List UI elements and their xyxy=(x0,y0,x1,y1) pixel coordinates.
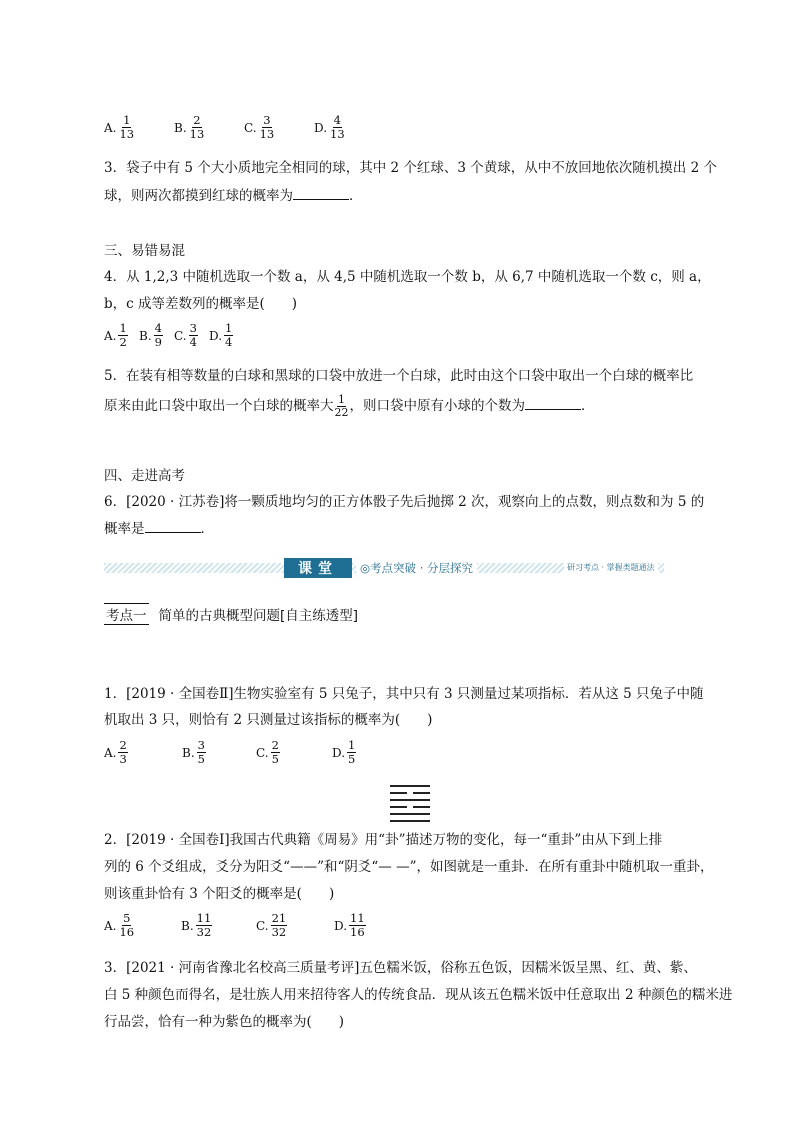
kaodian-heading xyxy=(104,603,358,625)
fraction xyxy=(196,912,213,939)
choice-label: C. xyxy=(256,745,269,760)
yao-line xyxy=(390,806,430,808)
choice-label: D. xyxy=(334,918,348,933)
choice-a xyxy=(104,322,139,349)
numerator: 2 xyxy=(119,738,127,752)
q4-choices xyxy=(104,322,244,349)
fraction xyxy=(259,114,276,141)
q3-line2 xyxy=(104,186,363,206)
answer-blank xyxy=(525,396,581,410)
choice-label: B. xyxy=(182,745,195,760)
denominator: 5 xyxy=(348,752,356,766)
banner-stripe-left xyxy=(104,563,284,573)
numerator: 1 xyxy=(123,113,131,127)
fraction xyxy=(189,322,198,349)
numerator: 3 xyxy=(197,738,205,752)
numerator: 1 xyxy=(225,321,233,335)
numerator: 1 xyxy=(348,738,356,752)
numerator: 4 xyxy=(154,321,162,335)
choice-a xyxy=(104,912,181,939)
denominator: 2 xyxy=(119,335,127,349)
numerator: 2 xyxy=(193,113,201,127)
numerator: 11 xyxy=(350,911,365,925)
choice-c xyxy=(174,322,209,349)
denominator: 13 xyxy=(259,127,275,141)
choice-label: A. xyxy=(104,328,117,343)
choice-d xyxy=(314,114,384,141)
banner-right-text: 研习考点 · 掌握类题通法 xyxy=(564,562,658,573)
choice-b xyxy=(139,322,174,349)
fraction xyxy=(347,739,356,766)
choice-b xyxy=(174,114,244,141)
fraction xyxy=(189,114,206,141)
q5-text-b: ，则口袋中原有小球的个数为 xyxy=(349,398,525,414)
numerator: 4 xyxy=(333,113,341,127)
q3-text: 球，则两次都摸到红球的概率为 xyxy=(104,188,293,204)
yao-line xyxy=(390,792,430,794)
fraction xyxy=(118,322,127,349)
fraction xyxy=(335,394,349,419)
p2-line1: 2．[2019 · 全国卷Ⅰ]我国古代典籍《周易》用“卦”描述万物的变化，每一“重卦”由从下到上排 xyxy=(104,832,663,848)
denominator: 4 xyxy=(189,335,197,349)
q6-line2 xyxy=(104,519,214,539)
choice-label: A. xyxy=(104,745,117,760)
banner-title: 课堂 xyxy=(284,558,352,578)
section-banner xyxy=(104,558,664,580)
q5-line1: 5．在装有相等数量的白球和黑球的口袋中放进一个白球，此时由这个口袋中取出一个白球的概率比 xyxy=(104,368,694,384)
section-heading-4: 四、走进高考 xyxy=(104,468,185,484)
p1-line2: 机取出 3 只，则恰有 2 只测量过该指标的概率为( ) xyxy=(104,712,433,728)
q2-choices xyxy=(104,114,384,141)
fraction xyxy=(329,114,346,141)
q4-line1: 4．从 1,2,3 中随机选取一个数 a，从 4,5 中随机选取一个数 b，从 6,7 中随机选取一个数 c，则 a， xyxy=(104,269,711,285)
choice-label: A. xyxy=(104,918,117,933)
denominator: 16 xyxy=(119,925,135,939)
choice-a xyxy=(104,114,174,141)
denominator: 32 xyxy=(271,925,287,939)
p1-choices xyxy=(104,739,402,766)
choice-label: C. xyxy=(244,120,257,135)
q3-end: ． xyxy=(349,188,363,204)
fraction xyxy=(271,912,288,939)
p2-choices xyxy=(104,912,404,939)
choice-label: D. xyxy=(314,120,328,135)
denominator: 13 xyxy=(119,127,135,141)
numerator: 3 xyxy=(189,321,197,335)
denominator: 32 xyxy=(196,925,212,939)
numerator: 11 xyxy=(196,911,212,925)
q6-text: 概率是 xyxy=(104,521,145,537)
choice-c xyxy=(244,114,314,141)
choice-label: B. xyxy=(181,918,194,933)
choice-c xyxy=(256,739,332,766)
kaodian-title: 简单的古典概型问题[自主练透型] xyxy=(158,608,359,624)
q6-end: ． xyxy=(200,521,214,537)
fraction xyxy=(197,739,206,766)
choice-d xyxy=(334,912,404,939)
choice-label: B. xyxy=(174,120,187,135)
p3-line1: 3．[2021 · 河南省豫北名校高三质量考评]五色糯米饭，俗称五色饭，因糯米饭呈黑、红、黄、紫、 xyxy=(104,960,697,976)
yao-line xyxy=(390,799,430,801)
fraction xyxy=(224,322,233,349)
fraction xyxy=(154,322,163,349)
fraction xyxy=(349,912,366,939)
hexagram-figure xyxy=(390,783,430,823)
q4-line2: b，c 成等差数列的概率是( ) xyxy=(104,296,298,312)
q6-line1: 6．[2020 · 江苏卷]将一颗质地均匀的正方体骰子先后抛掷 2 次，观察向上的点数，则点数和为 5 的 xyxy=(104,494,705,510)
denominator: 5 xyxy=(271,752,279,766)
p2-line2: 列的 6 个爻组成，爻分为阳爻“——”和“阴爻“— —”，如图就是一重卦．在所有重卦中随机取一重卦， xyxy=(104,859,714,875)
banner-subtitle: ◎考点突破 · 分层探究 xyxy=(356,560,477,576)
numerator: 1 xyxy=(338,393,345,406)
yao-line xyxy=(390,820,430,822)
choice-label: A. xyxy=(104,120,117,135)
denominator: 3 xyxy=(119,752,127,766)
choice-label: B. xyxy=(139,328,152,343)
kaodian-tag: 考点一 xyxy=(104,603,149,625)
numerator: 21 xyxy=(271,911,287,925)
q5-line2 xyxy=(104,392,595,420)
denominator: 9 xyxy=(154,335,162,349)
numerator: 2 xyxy=(271,738,279,752)
answer-blank xyxy=(145,519,201,533)
choice-c xyxy=(256,912,334,939)
p3-line3: 行品尝，恰有一种为紫色的概率为( ) xyxy=(104,1014,345,1030)
choice-a xyxy=(104,739,182,766)
choice-b xyxy=(181,912,256,939)
choice-label: D. xyxy=(209,328,223,343)
numerator: 3 xyxy=(263,113,271,127)
choice-d xyxy=(332,739,402,766)
p2-line3: 则该重卦恰有 3 个阳爻的概率是( ) xyxy=(104,886,335,902)
fraction xyxy=(118,739,127,766)
denominator: 5 xyxy=(197,752,205,766)
denominator: 13 xyxy=(189,127,205,141)
denominator: 13 xyxy=(330,127,345,141)
choice-label: C. xyxy=(174,328,187,343)
denominator: 22 xyxy=(334,406,349,419)
choice-label: C. xyxy=(256,918,269,933)
choice-d xyxy=(209,322,244,349)
q3-line1: 3．袋子中有 5 个大小质地完全相同的球，其中 2 个红球、3 个黄球，从中不放回地依次随机摸出 2 个 xyxy=(104,160,717,176)
yao-line xyxy=(390,813,430,815)
choice-label: D. xyxy=(332,745,346,760)
fraction xyxy=(118,114,135,141)
q5-text-a: 原来由此口袋中取出一个白球的概率大 xyxy=(104,398,334,414)
p1-line1: 1．[2019 · 全国卷Ⅱ]生物实验室有 5 只兔子，其中只有 3 只测量过某项指标．若从这 5 只兔子中随 xyxy=(104,686,704,702)
fraction xyxy=(271,739,280,766)
answer-blank xyxy=(293,186,349,200)
numerator: 5 xyxy=(123,911,131,925)
denominator: 4 xyxy=(225,335,233,349)
numerator: 1 xyxy=(119,321,127,335)
q5-end: ． xyxy=(581,398,595,414)
choice-b xyxy=(182,739,256,766)
section-heading-3: 三、易错易混 xyxy=(104,243,185,259)
fraction xyxy=(118,912,135,939)
p3-line2: 白 5 种颜色而得名，是壮族人用来招待客人的传统食品．现从该五色糯米饭中任意取出 2 种颜色的糯米进 xyxy=(104,987,733,1003)
yao-line xyxy=(390,785,430,787)
denominator: 16 xyxy=(350,925,365,939)
